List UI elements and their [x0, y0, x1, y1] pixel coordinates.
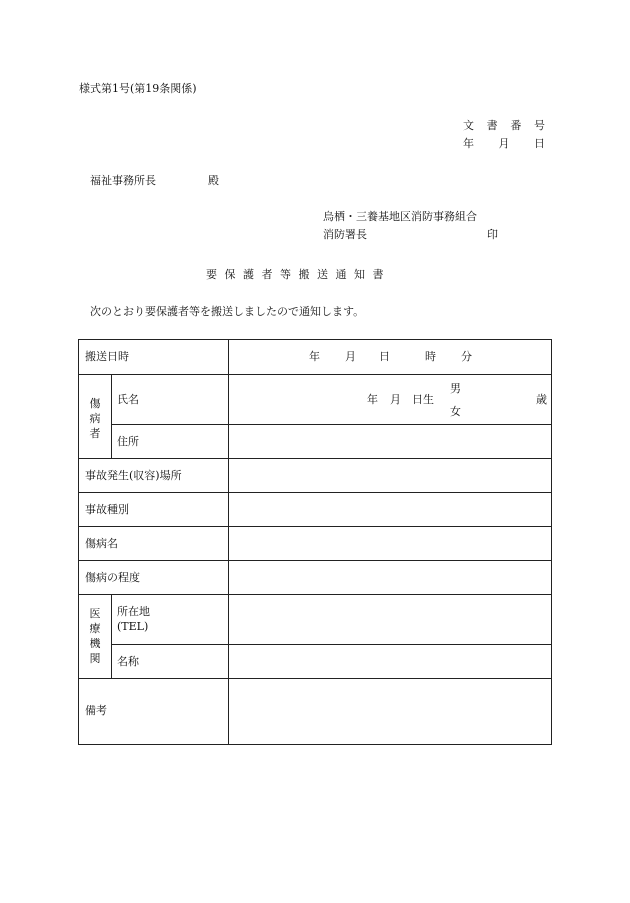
medical-institution-group-label: 医療機関: [89, 607, 101, 665]
sender: [323, 210, 498, 246]
sender-org: 烏栖・三養基地区消防事務組合: [323, 210, 477, 223]
injury-severity-label: 傷病の程度: [85, 571, 140, 584]
row-divider: [79, 526, 551, 527]
patient-address-label: 住所: [117, 435, 139, 448]
addressee-name: 福祉事務所長: [90, 174, 156, 187]
row-divider: [111, 424, 551, 425]
row-divider: [79, 678, 551, 679]
unit-year: 年: [309, 350, 320, 363]
row-divider: [79, 458, 551, 459]
sender-title: 消防署長: [323, 228, 367, 241]
transport-datetime-label: 搬送日時: [85, 350, 129, 363]
notification-form-table: [78, 339, 552, 745]
document-title: 要 保 護 者 等 搬 送 通 知 書: [206, 268, 386, 281]
seal-mark: 印: [487, 228, 498, 241]
age-unit: 歳: [536, 393, 547, 406]
addressee-honorific: 殿: [208, 174, 219, 187]
unit-hour: 時: [425, 350, 436, 363]
row-divider: [111, 644, 551, 645]
medical-tel-label: (TEL): [117, 620, 149, 633]
medical-name-label: 名称: [117, 655, 139, 668]
remarks-label: 備考: [85, 704, 107, 717]
incident-location-label: 事故発生(収容)場所: [85, 469, 182, 482]
row-divider: [79, 594, 551, 595]
row-divider: [79, 492, 551, 493]
date-year: 年: [463, 137, 474, 150]
row-divider: [79, 374, 551, 375]
medical-location-label: 所在地: [117, 605, 150, 618]
birth-month-unit: 月: [390, 393, 401, 406]
gender-female: 女: [450, 405, 461, 418]
doc-number-char: 番: [510, 119, 522, 132]
form-id: 様式第1号(第19条関係): [79, 82, 197, 95]
birth-year-unit: 年: [367, 393, 378, 406]
column-divider: [228, 340, 229, 744]
document-number: [463, 119, 545, 137]
gender-male: 男: [450, 382, 461, 395]
row-divider: [79, 560, 551, 561]
document-meta: [463, 119, 545, 155]
unit-minute: 分: [461, 350, 472, 363]
column-divider: [111, 374, 112, 458]
patient-name-label: 氏名: [117, 393, 139, 406]
incident-type-label: 事故種別: [85, 503, 129, 516]
sender-title-line: [323, 228, 498, 246]
birth-day-unit: 日生: [412, 393, 434, 406]
addressee: [90, 174, 219, 188]
date-month: 月: [498, 137, 510, 150]
doc-number-char: 号: [533, 119, 545, 132]
unit-month: 月: [345, 350, 356, 363]
injury-name-label: 傷病名: [85, 537, 118, 550]
doc-number-char: 書: [486, 119, 498, 132]
column-divider: [111, 594, 112, 678]
unit-day: 日: [379, 350, 390, 363]
patient-group-label: 傷病者: [89, 397, 101, 440]
intro-text: 次のとおり要保護者等を搬送しましたので通知します。: [90, 305, 365, 318]
document-date: [463, 137, 545, 155]
doc-number-char: 文: [463, 119, 474, 132]
date-day: 日: [534, 137, 545, 150]
